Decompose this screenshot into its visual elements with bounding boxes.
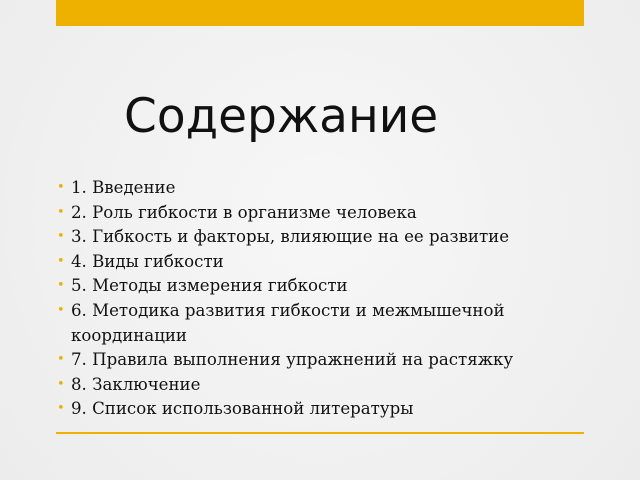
list-item-text: 2. Роль гибкости в организме человека bbox=[71, 202, 417, 222]
list-item bbox=[57, 225, 587, 250]
bullet-icon: • bbox=[57, 302, 65, 318]
list-item-text: 4. Виды гибкости bbox=[71, 251, 224, 271]
top-accent-bar bbox=[56, 0, 584, 26]
bullet-icon: • bbox=[57, 401, 65, 417]
list-item bbox=[57, 201, 587, 226]
list-item bbox=[57, 176, 587, 201]
list-item-text: 9. Список использованной литературы bbox=[71, 399, 414, 419]
bullet-icon: • bbox=[57, 180, 65, 195]
bottom-accent-line bbox=[56, 432, 584, 434]
list-item-text: 3. Гибкость и факторы, влияющие на ее развитие bbox=[71, 227, 510, 247]
list-item bbox=[57, 348, 587, 373]
list-item-text: 6. Методика развития гибкости и межмышечной координации bbox=[71, 300, 505, 345]
list-item bbox=[57, 397, 587, 422]
bullet-icon: • bbox=[57, 253, 65, 269]
list-item bbox=[57, 250, 587, 275]
list-item bbox=[57, 373, 587, 398]
list-item-text: 1. Введение bbox=[71, 178, 176, 197]
bullet-icon: • bbox=[57, 352, 65, 368]
bullet-icon: • bbox=[57, 204, 65, 220]
slide-title: Содержание bbox=[124, 89, 439, 144]
list-item bbox=[57, 274, 587, 299]
list-item-text: 8. Заключение bbox=[71, 374, 201, 394]
bullet-icon: • bbox=[57, 278, 65, 294]
list-item-text: 7. Правила выполнения упражнений на растяжку bbox=[71, 350, 514, 370]
list-item-text: 5. Методы измерения гибкости bbox=[71, 276, 348, 296]
list-item bbox=[57, 299, 587, 348]
bullet-icon: • bbox=[57, 229, 65, 245]
contents-list bbox=[57, 176, 587, 422]
bullet-icon: • bbox=[57, 376, 65, 392]
